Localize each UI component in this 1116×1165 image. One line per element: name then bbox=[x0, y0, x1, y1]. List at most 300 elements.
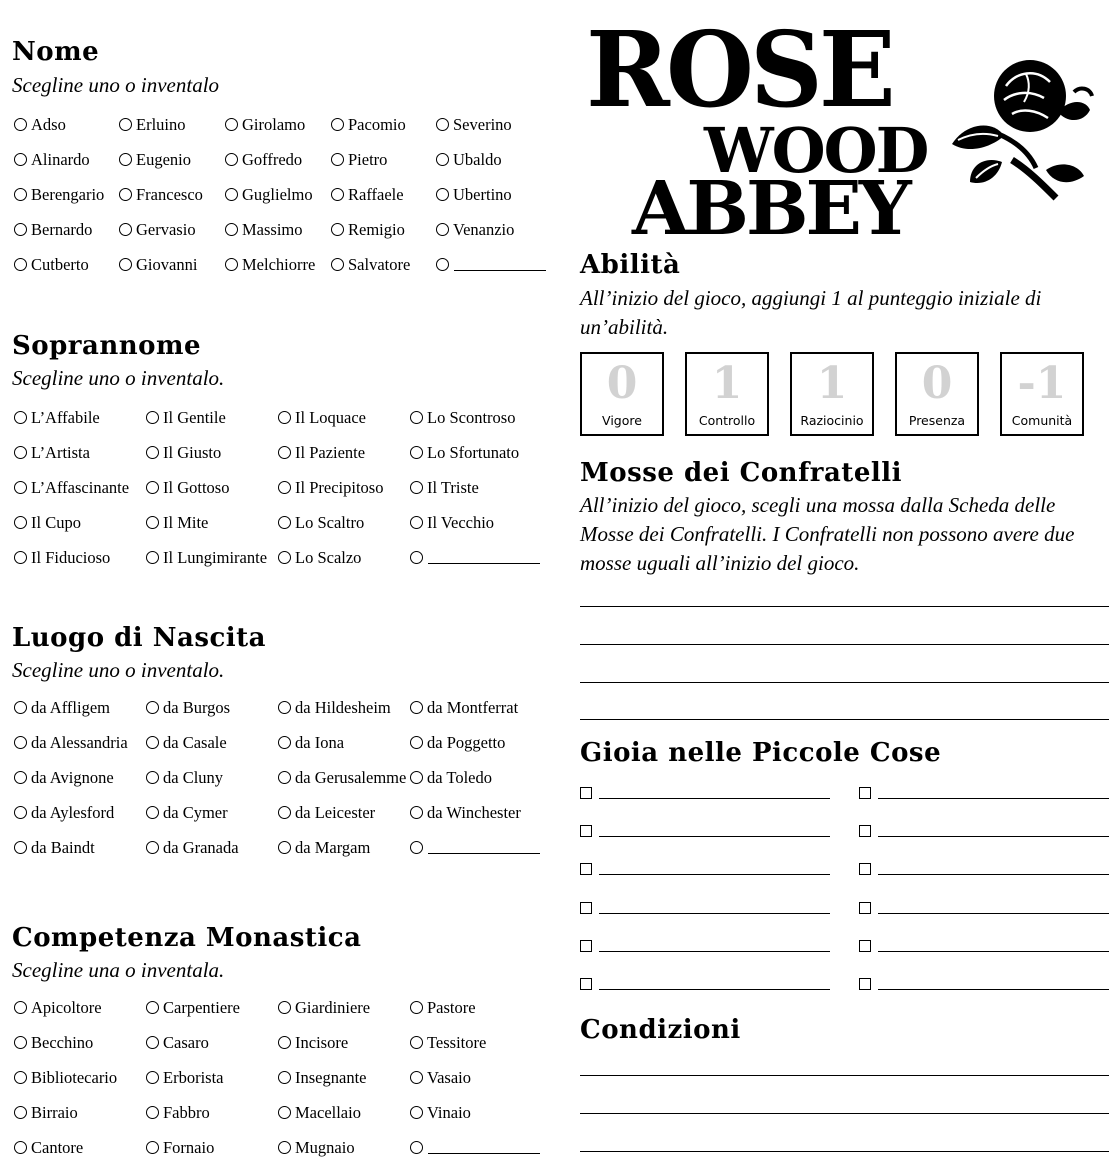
option-nome[interactable] bbox=[119, 247, 225, 282]
stat-value: 1 bbox=[711, 358, 743, 409]
radio-circle-icon[interactable] bbox=[146, 551, 159, 564]
option-competenza[interactable] bbox=[410, 990, 545, 1025]
option-competenza[interactable] bbox=[278, 1130, 410, 1165]
checkbox-icon[interactable] bbox=[580, 863, 592, 875]
checkbox-icon[interactable] bbox=[580, 978, 592, 990]
radio-circle-icon[interactable] bbox=[278, 841, 291, 854]
option-soprannome[interactable] bbox=[410, 435, 545, 470]
gioia-write-line[interactable] bbox=[599, 903, 830, 914]
option-luogo[interactable] bbox=[14, 760, 146, 795]
stat-label: Raziocinio bbox=[800, 413, 864, 428]
option-luogo[interactable] bbox=[410, 725, 545, 760]
radio-circle-icon[interactable] bbox=[14, 516, 27, 529]
checkbox-icon[interactable] bbox=[859, 940, 871, 952]
stat-box-vigore[interactable] bbox=[580, 352, 664, 436]
option-luogo[interactable] bbox=[278, 795, 410, 830]
radio-circle-icon[interactable] bbox=[14, 841, 27, 854]
option-label: Raffaele bbox=[348, 184, 404, 204]
radio-circle-icon[interactable] bbox=[225, 258, 238, 271]
stat-value: -1 bbox=[1017, 358, 1067, 409]
option-nome[interactable] bbox=[436, 107, 546, 142]
option-soprannome[interactable] bbox=[14, 505, 146, 540]
radio-circle-icon[interactable] bbox=[410, 551, 423, 564]
option-luogo[interactable] bbox=[14, 830, 146, 865]
option-soprannome[interactable] bbox=[278, 400, 410, 435]
radio-circle-icon[interactable] bbox=[278, 551, 291, 564]
rose-icon bbox=[950, 52, 1100, 202]
radio-circle-icon[interactable] bbox=[14, 446, 27, 459]
competenza-options bbox=[14, 990, 545, 1165]
radio-circle-icon[interactable] bbox=[146, 1036, 159, 1049]
stat-label: Comunità bbox=[1011, 413, 1073, 428]
option-soprannome[interactable] bbox=[14, 435, 146, 470]
soprannome-options bbox=[14, 400, 545, 575]
radio-circle-icon[interactable] bbox=[146, 771, 159, 784]
custom-write-in-line[interactable] bbox=[428, 1141, 540, 1154]
gioia-item[interactable] bbox=[580, 787, 830, 799]
radio-circle-icon[interactable] bbox=[278, 446, 291, 459]
radio-circle-icon[interactable] bbox=[146, 1001, 159, 1014]
option-label: Erborista bbox=[163, 1067, 224, 1087]
gioia-item[interactable] bbox=[580, 978, 830, 990]
radio-circle-icon[interactable] bbox=[119, 223, 132, 236]
option-label: Vinaio bbox=[427, 1102, 471, 1122]
soprannome-title: Soprannome bbox=[12, 331, 202, 361]
option-nome[interactable] bbox=[119, 177, 225, 212]
option-soprannome[interactable] bbox=[410, 470, 545, 505]
radio-circle-icon[interactable] bbox=[278, 1036, 291, 1049]
condizioni-title: Condizioni bbox=[580, 1015, 741, 1045]
radio-circle-icon[interactable] bbox=[410, 736, 423, 749]
option-nome[interactable] bbox=[331, 177, 436, 212]
gioia-item[interactable] bbox=[859, 902, 1109, 914]
abilita-subtitle: All’inizio del gioco, aggiungi 1 al punteggio iniziale di un’abilità. bbox=[580, 286, 1042, 339]
option-label: Il Vecchio bbox=[427, 512, 495, 532]
option-competenza[interactable] bbox=[278, 990, 410, 1025]
option-nome[interactable] bbox=[14, 212, 119, 247]
option-nome[interactable] bbox=[119, 107, 225, 142]
gioia-item[interactable] bbox=[859, 825, 1109, 837]
radio-circle-icon[interactable] bbox=[410, 481, 423, 494]
option-competenza[interactable] bbox=[146, 990, 278, 1025]
radio-circle-icon[interactable] bbox=[146, 806, 159, 819]
option-label: Incisore bbox=[295, 1032, 349, 1052]
gioia-write-line[interactable] bbox=[599, 941, 830, 952]
option-competenza[interactable] bbox=[410, 1095, 545, 1130]
radio-circle-icon[interactable] bbox=[225, 118, 238, 131]
gioia-title: Gioia nelle Piccole Cose bbox=[580, 738, 942, 768]
option-luogo[interactable] bbox=[278, 690, 410, 725]
checkbox-icon[interactable] bbox=[859, 978, 871, 990]
stat-box-comunità[interactable] bbox=[1000, 352, 1084, 436]
option-nome[interactable] bbox=[331, 107, 436, 142]
radio-circle-icon[interactable] bbox=[119, 153, 132, 166]
option-nome[interactable] bbox=[331, 247, 436, 282]
radio-circle-icon[interactable] bbox=[146, 446, 159, 459]
stat-box-presenza[interactable] bbox=[895, 352, 979, 436]
radio-circle-icon[interactable] bbox=[331, 258, 344, 271]
option-nome[interactable] bbox=[225, 142, 331, 177]
option-luogo[interactable] bbox=[14, 795, 146, 830]
gioia-item[interactable] bbox=[859, 863, 1109, 875]
option-soprannome[interactable] bbox=[146, 505, 278, 540]
radio-circle-icon[interactable] bbox=[146, 516, 159, 529]
radio-circle-icon[interactable] bbox=[278, 1141, 291, 1154]
radio-circle-icon[interactable] bbox=[146, 841, 159, 854]
gioia-write-line[interactable] bbox=[599, 826, 830, 837]
soprannome-subtitle: Scegline uno o inventalo. bbox=[12, 366, 225, 390]
option-label: Erluino bbox=[136, 114, 186, 134]
stat-value: 0 bbox=[921, 358, 953, 409]
option-label: da Montferrat bbox=[427, 697, 519, 717]
radio-circle-icon[interactable] bbox=[278, 516, 291, 529]
option-luogo[interactable] bbox=[410, 690, 545, 725]
radio-circle-icon[interactable] bbox=[14, 481, 27, 494]
radio-circle-icon[interactable] bbox=[14, 188, 27, 201]
option-label: Alinardo bbox=[31, 149, 90, 169]
gioia-write-line[interactable] bbox=[878, 979, 1109, 990]
gioia-item[interactable] bbox=[859, 978, 1109, 990]
checkbox-icon[interactable] bbox=[580, 902, 592, 914]
gioia-item[interactable] bbox=[580, 825, 830, 837]
radio-circle-icon[interactable] bbox=[119, 188, 132, 201]
option-soprannome[interactable] bbox=[278, 470, 410, 505]
option-label: Pietro bbox=[348, 149, 388, 169]
gioia-item[interactable] bbox=[859, 940, 1109, 952]
checkbox-icon[interactable] bbox=[859, 902, 871, 914]
option-label: Ubaldo bbox=[453, 149, 502, 169]
radio-circle-icon[interactable] bbox=[410, 446, 423, 459]
radio-circle-icon[interactable] bbox=[410, 1071, 423, 1084]
radio-circle-icon[interactable] bbox=[436, 118, 449, 131]
option-nome[interactable] bbox=[331, 142, 436, 177]
option-competenza[interactable] bbox=[278, 1060, 410, 1095]
radio-circle-icon[interactable] bbox=[14, 1106, 27, 1119]
radio-circle-icon[interactable] bbox=[278, 1106, 291, 1119]
option-soprannome[interactable] bbox=[410, 540, 545, 575]
radio-circle-icon[interactable] bbox=[410, 1001, 423, 1014]
option-label: da Iona bbox=[295, 732, 345, 752]
option-nome[interactable] bbox=[436, 177, 546, 212]
option-label: Insegnante bbox=[295, 1067, 367, 1087]
condizioni-write-line[interactable] bbox=[580, 1113, 1109, 1114]
radio-circle-icon[interactable] bbox=[146, 736, 159, 749]
checkbox-icon[interactable] bbox=[859, 825, 871, 837]
option-label: Birraio bbox=[31, 1102, 78, 1122]
option-nome[interactable] bbox=[436, 212, 546, 247]
option-label: Eugenio bbox=[136, 149, 191, 169]
gioia-write-line[interactable] bbox=[878, 788, 1109, 799]
radio-circle-icon[interactable] bbox=[14, 551, 27, 564]
option-competenza[interactable] bbox=[146, 1025, 278, 1060]
checkbox-icon[interactable] bbox=[580, 825, 592, 837]
gioia-write-line[interactable] bbox=[599, 864, 830, 875]
radio-circle-icon[interactable] bbox=[14, 258, 27, 271]
option-competenza[interactable] bbox=[14, 1025, 146, 1060]
option-label: Bernardo bbox=[31, 219, 93, 239]
gioia-write-line[interactable] bbox=[599, 979, 830, 990]
option-competenza[interactable] bbox=[14, 1060, 146, 1095]
radio-circle-icon[interactable] bbox=[14, 1036, 27, 1049]
custom-write-in-line[interactable] bbox=[454, 258, 546, 271]
checkbox-icon[interactable] bbox=[859, 863, 871, 875]
option-label: da Granada bbox=[163, 837, 239, 857]
option-label: Carpentiere bbox=[163, 997, 240, 1017]
condizioni-write-line[interactable] bbox=[580, 1075, 1109, 1076]
option-luogo[interactable] bbox=[146, 760, 278, 795]
option-soprannome[interactable] bbox=[14, 540, 146, 575]
option-label: Remigio bbox=[348, 219, 405, 239]
radio-circle-icon[interactable] bbox=[331, 188, 344, 201]
radio-circle-icon[interactable] bbox=[225, 153, 238, 166]
radio-circle-icon[interactable] bbox=[410, 411, 423, 424]
option-luogo[interactable] bbox=[278, 725, 410, 760]
radio-circle-icon[interactable] bbox=[436, 258, 449, 271]
option-label: Severino bbox=[453, 114, 512, 134]
option-luogo[interactable] bbox=[146, 725, 278, 760]
radio-circle-icon[interactable] bbox=[331, 223, 344, 236]
gioia-write-line[interactable] bbox=[878, 941, 1109, 952]
radio-circle-icon[interactable] bbox=[14, 1071, 27, 1084]
radio-circle-icon[interactable] bbox=[146, 411, 159, 424]
option-label: da Alessandria bbox=[31, 732, 128, 752]
option-competenza[interactable] bbox=[14, 1130, 146, 1165]
option-label: da Gerusalemme bbox=[295, 767, 407, 787]
option-soprannome[interactable] bbox=[146, 400, 278, 435]
option-label: da Burgos bbox=[163, 697, 231, 717]
stat-label: Controllo bbox=[698, 413, 756, 428]
option-label: Il Precipitoso bbox=[295, 477, 384, 497]
radio-circle-icon[interactable] bbox=[278, 1001, 291, 1014]
stat-label: Vigore bbox=[602, 413, 642, 428]
custom-write-in-line[interactable] bbox=[428, 551, 540, 564]
option-label: Lo Scalzo bbox=[295, 547, 362, 567]
checkbox-icon[interactable] bbox=[580, 940, 592, 952]
option-nome[interactable] bbox=[436, 247, 546, 282]
option-competenza[interactable] bbox=[14, 990, 146, 1025]
competenza-subtitle: Scegline una o inventala. bbox=[12, 958, 225, 982]
radio-circle-icon[interactable] bbox=[146, 1106, 159, 1119]
option-luogo[interactable] bbox=[410, 830, 545, 865]
option-soprannome[interactable] bbox=[14, 470, 146, 505]
option-label: L’Affabile bbox=[31, 407, 100, 427]
radio-circle-icon[interactable] bbox=[278, 701, 291, 714]
radio-circle-icon[interactable] bbox=[278, 771, 291, 784]
radio-circle-icon[interactable] bbox=[278, 1071, 291, 1084]
radio-circle-icon[interactable] bbox=[436, 153, 449, 166]
radio-circle-icon[interactable] bbox=[14, 1141, 27, 1154]
radio-circle-icon[interactable] bbox=[14, 118, 27, 131]
stat-box-raziocinio[interactable] bbox=[790, 352, 874, 436]
option-label: da Winchester bbox=[427, 802, 521, 822]
radio-circle-icon[interactable] bbox=[331, 153, 344, 166]
option-competenza[interactable] bbox=[146, 1095, 278, 1130]
radio-circle-icon[interactable] bbox=[119, 258, 132, 271]
radio-circle-icon[interactable] bbox=[225, 223, 238, 236]
abilita-title: Abilità bbox=[580, 250, 681, 280]
option-luogo[interactable] bbox=[146, 830, 278, 865]
competenza-title: Competenza Monastica bbox=[12, 923, 362, 953]
option-label: Cantore bbox=[31, 1137, 84, 1157]
option-soprannome[interactable] bbox=[278, 540, 410, 575]
option-competenza[interactable] bbox=[410, 1060, 545, 1095]
option-luogo[interactable] bbox=[278, 760, 410, 795]
option-label: Goffredo bbox=[242, 149, 303, 169]
option-soprannome[interactable] bbox=[146, 540, 278, 575]
radio-circle-icon[interactable] bbox=[436, 223, 449, 236]
option-luogo[interactable] bbox=[410, 795, 545, 830]
radio-circle-icon[interactable] bbox=[410, 701, 423, 714]
option-competenza[interactable] bbox=[278, 1095, 410, 1130]
stat-box-controllo[interactable] bbox=[685, 352, 769, 436]
option-nome[interactable] bbox=[225, 247, 331, 282]
option-label: da Aylesford bbox=[31, 802, 115, 822]
gioia-write-line[interactable] bbox=[878, 903, 1109, 914]
radio-circle-icon[interactable] bbox=[331, 118, 344, 131]
option-nome[interactable] bbox=[14, 107, 119, 142]
option-competenza[interactable] bbox=[14, 1095, 146, 1130]
option-nome[interactable] bbox=[119, 212, 225, 247]
checkbox-icon[interactable] bbox=[580, 787, 592, 799]
option-label: da Baindt bbox=[31, 837, 95, 857]
radio-circle-icon[interactable] bbox=[278, 411, 291, 424]
logo-rose: ROSE bbox=[586, 8, 892, 131]
option-label: da Cluny bbox=[163, 767, 224, 787]
stat-value: 0 bbox=[606, 358, 638, 409]
luogo-options bbox=[14, 690, 545, 865]
radio-circle-icon[interactable] bbox=[225, 188, 238, 201]
logo-abbey: ABBEY bbox=[632, 166, 909, 252]
radio-circle-icon[interactable] bbox=[146, 1141, 159, 1154]
radio-circle-icon[interactable] bbox=[119, 118, 132, 131]
option-nome[interactable] bbox=[331, 212, 436, 247]
radio-circle-icon[interactable] bbox=[410, 806, 423, 819]
option-label: Il Loquace bbox=[295, 407, 367, 427]
condizioni-write-line[interactable] bbox=[580, 1151, 1109, 1152]
mosse-write-line[interactable] bbox=[580, 606, 1109, 607]
radio-circle-icon[interactable] bbox=[278, 806, 291, 819]
option-luogo[interactable] bbox=[146, 690, 278, 725]
option-competenza[interactable] bbox=[146, 1060, 278, 1095]
radio-circle-icon[interactable] bbox=[410, 771, 423, 784]
radio-circle-icon[interactable] bbox=[14, 701, 27, 714]
custom-write-in-line[interactable] bbox=[428, 841, 540, 854]
option-label: Pastore bbox=[427, 997, 476, 1017]
option-luogo[interactable] bbox=[14, 725, 146, 760]
option-competenza[interactable] bbox=[410, 1025, 545, 1060]
option-label: Venanzio bbox=[453, 219, 515, 239]
option-label: Cutberto bbox=[31, 254, 89, 274]
radio-circle-icon[interactable] bbox=[278, 481, 291, 494]
option-soprannome[interactable] bbox=[410, 505, 545, 540]
logo-wood: WOOD bbox=[704, 114, 928, 187]
mosse-write-line[interactable] bbox=[580, 644, 1109, 645]
radio-circle-icon[interactable] bbox=[14, 1001, 27, 1014]
radio-circle-icon[interactable] bbox=[278, 736, 291, 749]
gioia-item[interactable] bbox=[859, 787, 1109, 799]
mosse-write-line[interactable] bbox=[580, 719, 1109, 720]
option-label: da Margam bbox=[295, 837, 371, 857]
gioia-item[interactable] bbox=[580, 940, 830, 952]
option-label: Il Giusto bbox=[163, 442, 222, 462]
option-label: Lo Scaltro bbox=[295, 512, 365, 532]
gioia-write-line[interactable] bbox=[878, 864, 1109, 875]
radio-circle-icon[interactable] bbox=[14, 736, 27, 749]
radio-circle-icon[interactable] bbox=[14, 153, 27, 166]
option-label: Berengario bbox=[31, 184, 105, 204]
option-nome[interactable] bbox=[436, 142, 546, 177]
option-luogo[interactable] bbox=[146, 795, 278, 830]
option-nome[interactable] bbox=[14, 177, 119, 212]
option-nome[interactable] bbox=[225, 212, 331, 247]
option-soprannome[interactable] bbox=[146, 435, 278, 470]
gioia-write-line[interactable] bbox=[878, 826, 1109, 837]
radio-circle-icon[interactable] bbox=[146, 701, 159, 714]
option-nome[interactable] bbox=[119, 142, 225, 177]
gioia-write-line[interactable] bbox=[599, 788, 830, 799]
option-competenza[interactable] bbox=[410, 1130, 545, 1165]
radio-circle-icon[interactable] bbox=[410, 516, 423, 529]
option-label: da Hildesheim bbox=[295, 697, 391, 717]
option-label: Guglielmo bbox=[242, 184, 313, 204]
option-label: da Avignone bbox=[31, 767, 114, 787]
gioia-item[interactable] bbox=[580, 902, 830, 914]
option-competenza[interactable] bbox=[278, 1025, 410, 1060]
option-competenza[interactable] bbox=[146, 1130, 278, 1165]
option-nome[interactable] bbox=[14, 142, 119, 177]
option-label: Apicoltore bbox=[31, 997, 102, 1017]
option-nome[interactable] bbox=[225, 177, 331, 212]
option-label: Il Cupo bbox=[31, 512, 81, 532]
option-label: Mugnaio bbox=[295, 1137, 355, 1157]
option-label: Massimo bbox=[242, 219, 303, 239]
stat-label: Presenza bbox=[908, 413, 966, 428]
option-label: Il Mite bbox=[163, 512, 209, 532]
radio-circle-icon[interactable] bbox=[14, 223, 27, 236]
checkbox-icon[interactable] bbox=[859, 787, 871, 799]
option-soprannome[interactable] bbox=[146, 470, 278, 505]
mosse-write-line[interactable] bbox=[580, 682, 1109, 683]
option-label: Fabbro bbox=[163, 1102, 210, 1122]
option-soprannome[interactable] bbox=[278, 435, 410, 470]
option-nome[interactable] bbox=[225, 107, 331, 142]
radio-circle-icon[interactable] bbox=[14, 411, 27, 424]
radio-circle-icon[interactable] bbox=[410, 841, 423, 854]
gioia-item[interactable] bbox=[580, 863, 830, 875]
option-luogo[interactable] bbox=[14, 690, 146, 725]
option-soprannome[interactable] bbox=[278, 505, 410, 540]
luogo-subtitle: Scegline uno o inventalo. bbox=[12, 658, 225, 682]
option-label: da Leicester bbox=[295, 802, 376, 822]
option-nome[interactable] bbox=[14, 247, 119, 282]
radio-circle-icon[interactable] bbox=[14, 771, 27, 784]
radio-circle-icon[interactable] bbox=[146, 1071, 159, 1084]
option-label: Lo Sfortunato bbox=[427, 442, 520, 462]
option-soprannome[interactable] bbox=[14, 400, 146, 435]
radio-circle-icon[interactable] bbox=[146, 481, 159, 494]
radio-circle-icon[interactable] bbox=[436, 188, 449, 201]
radio-circle-icon[interactable] bbox=[410, 1036, 423, 1049]
option-label: Becchino bbox=[31, 1032, 94, 1052]
option-luogo[interactable] bbox=[410, 760, 545, 795]
radio-circle-icon[interactable] bbox=[410, 1141, 423, 1154]
option-label: da Poggetto bbox=[427, 732, 506, 752]
option-label: Girolamo bbox=[242, 114, 306, 134]
radio-circle-icon[interactable] bbox=[14, 806, 27, 819]
option-luogo[interactable] bbox=[278, 830, 410, 865]
radio-circle-icon[interactable] bbox=[410, 1106, 423, 1119]
option-soprannome[interactable] bbox=[410, 400, 545, 435]
